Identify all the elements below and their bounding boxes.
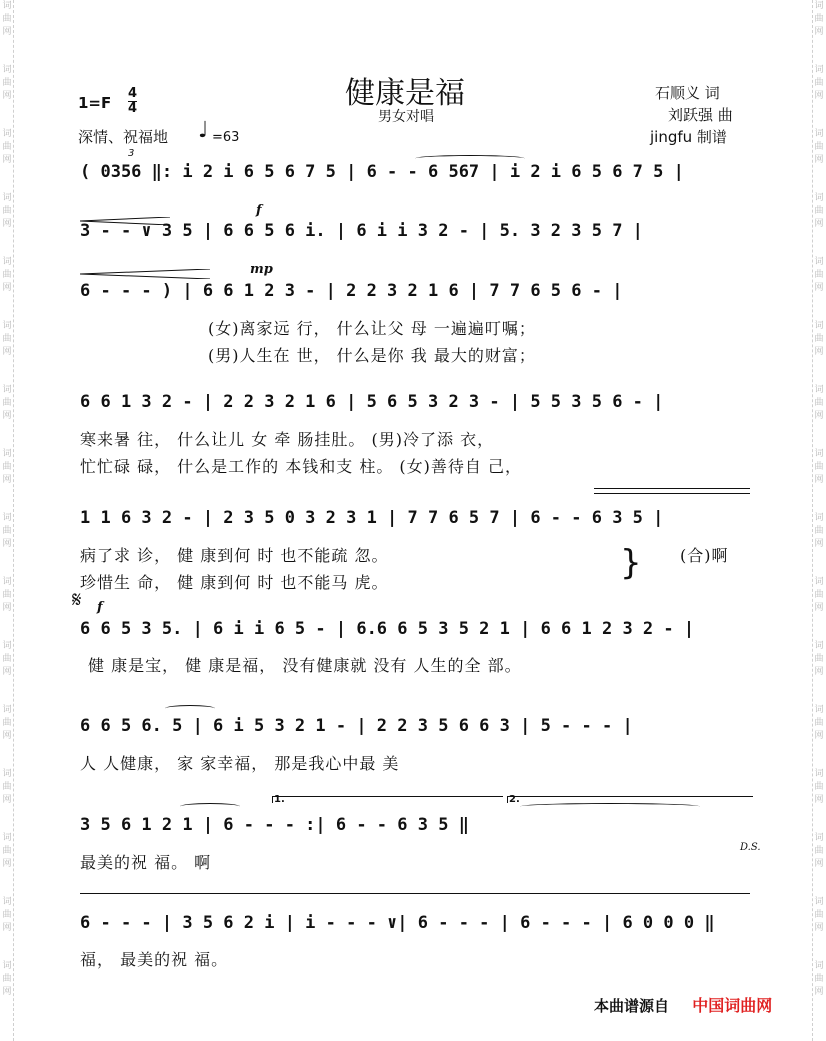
dynamic-forte-2: f bbox=[97, 600, 103, 615]
watermark-char: 网 bbox=[2, 731, 12, 741]
right-watermark-strip bbox=[812, 0, 826, 1041]
staff-row-4: 6 6 1 3 2 - | 2 2 3 2 1 6 | 5 6 5 3 2 3 - | 5 5 3 5 6 - | bbox=[80, 392, 664, 412]
staff-row-3: 6 - - - ) | 6 6 1 2 3 - | 2 2 3 2 1 6 | 7 7 6 5 6 - | bbox=[80, 281, 623, 301]
watermark-char: 词 bbox=[2, 449, 12, 459]
watermark-char: 曲 bbox=[814, 718, 824, 728]
watermark-char: 词 bbox=[814, 961, 824, 971]
watermark-char: 曲 bbox=[814, 782, 824, 792]
composer-credit: 刘跃强 曲 bbox=[668, 106, 733, 124]
time-signature-top: 4 bbox=[128, 86, 138, 101]
footer-brand-link[interactable]: 中国词曲网 bbox=[692, 996, 773, 1015]
staff-row-1: ( 0356 ‖: i 2 i 6 5 6 7 5 | 6 - - 6 567 | i 2 i 6 5 6 7 5 | bbox=[80, 162, 684, 182]
watermark-char: 词 bbox=[814, 833, 824, 843]
volta-label-2: 2. bbox=[509, 794, 520, 805]
watermark-char: 曲 bbox=[2, 142, 12, 152]
volta-bracket-1 bbox=[272, 796, 503, 803]
volta-label-1: 1. bbox=[274, 794, 285, 805]
watermark-char: 网 bbox=[2, 539, 12, 549]
watermark-char: 词 bbox=[2, 257, 12, 267]
left-watermark-strip bbox=[0, 0, 14, 1041]
watermark-char: 网 bbox=[814, 923, 824, 933]
watermark-char: 曲 bbox=[814, 654, 824, 664]
decrescendo-hairpin-2 bbox=[80, 264, 210, 274]
watermark-char: 曲 bbox=[814, 910, 824, 920]
watermark-char: 词 bbox=[814, 1, 824, 11]
lyric-row-4-verse1: 寒来暑 往， 什么让儿 女 牵 肠挂肚。 (男)冷了添 衣， bbox=[80, 430, 495, 449]
watermark-char: 网 bbox=[814, 283, 824, 293]
watermark-char: 词 bbox=[2, 961, 12, 971]
watermark-char: 词 bbox=[2, 769, 12, 779]
engraver-credit: jingfu 制谱 bbox=[650, 128, 727, 146]
tie-arc-3 bbox=[180, 803, 240, 810]
lyric-row-8: 最美的祝 福。 啊 bbox=[80, 853, 212, 872]
watermark-char: 网 bbox=[2, 27, 12, 37]
watermark-char: 曲 bbox=[2, 846, 12, 856]
watermark-char: 词 bbox=[2, 641, 12, 651]
decrescendo-hairpin bbox=[80, 210, 170, 218]
watermark-char: 网 bbox=[814, 667, 824, 677]
dynamic-forte: f bbox=[256, 203, 262, 218]
watermark-char: 网 bbox=[814, 219, 824, 229]
staff-row-9: 6 - - - | 3 5 6 2 i | i - - - ∨| 6 - - - | 6 - - - | 6 0 0 0 ‖ bbox=[80, 913, 715, 933]
quarter-note-icon: ♩ bbox=[198, 118, 209, 143]
key-signature: 1=F bbox=[78, 94, 112, 112]
time-signature bbox=[128, 87, 137, 116]
watermark-char: 曲 bbox=[814, 206, 824, 216]
chorus-label: (合)啊 bbox=[680, 546, 729, 565]
watermark-char: 词 bbox=[2, 577, 12, 587]
watermark-char: 曲 bbox=[814, 846, 824, 856]
watermark-char: 曲 bbox=[2, 398, 12, 408]
watermark-char: 词 bbox=[2, 321, 12, 331]
time-signature-bottom: 4 bbox=[128, 101, 138, 116]
lyric-row-3-verse2: (男)人生在 世， 什么是你 我 最大的财富； bbox=[208, 346, 536, 365]
watermark-char: 网 bbox=[2, 219, 12, 229]
watermark-char: 曲 bbox=[2, 718, 12, 728]
lyric-row-4-verse2: 忙忙碌 碌， 什么是工作的 本钱和支 柱。 (女)善待自 己， bbox=[80, 457, 523, 476]
watermark-char: 词 bbox=[814, 129, 824, 139]
watermark-char: 曲 bbox=[2, 526, 12, 536]
watermark-char: 网 bbox=[814, 731, 824, 741]
watermark-char: 词 bbox=[814, 577, 824, 587]
watermark-char: 网 bbox=[2, 475, 12, 485]
watermark-char: 网 bbox=[814, 859, 824, 869]
fermata-line bbox=[80, 893, 750, 894]
staff-row-2: 3 - - ∨ 3 5 | 6 6 5 6 i. | 6 i i 3 2 - | 5. 3 2 3 5 7 | bbox=[80, 221, 643, 241]
watermark-char: 曲 bbox=[814, 14, 824, 24]
watermark-char: 网 bbox=[814, 603, 824, 613]
watermark-char: 网 bbox=[2, 859, 12, 869]
verse-brace: } bbox=[620, 543, 642, 583]
song-title: 健康是福 bbox=[345, 76, 465, 111]
watermark-char: 词 bbox=[2, 65, 12, 75]
staff-row-5: 1 1 6 3 2 - | 2 3 5 0 3 2 3 1 | 7 7 6 5 7 | 6 - - 6 3 5 | bbox=[80, 508, 664, 528]
watermark-char: 词 bbox=[2, 1, 12, 11]
watermark-char: 网 bbox=[814, 987, 824, 997]
watermark-char: 曲 bbox=[814, 142, 824, 152]
watermark-char: 词 bbox=[814, 385, 824, 395]
crescendo-line bbox=[594, 488, 750, 494]
watermark-char: 曲 bbox=[814, 78, 824, 88]
watermark-char: 曲 bbox=[2, 782, 12, 792]
watermark-char: 词 bbox=[2, 705, 12, 715]
watermark-char: 曲 bbox=[2, 910, 12, 920]
staff-row-8: 3 5 6 1 2 1 | 6 - - - :| 6 - - 6 3 5 ‖ bbox=[80, 815, 469, 835]
watermark-char: 词 bbox=[814, 705, 824, 715]
tie-arc bbox=[415, 155, 525, 162]
dal-segno: D.S. bbox=[740, 842, 761, 853]
lyric-row-7: 人 人健康， 家 家幸福， 那是我心中最 美 bbox=[80, 754, 400, 773]
watermark-char: 网 bbox=[2, 923, 12, 933]
staff-row-6: 6 6 5 3 5. | 6 i i 6 5 - | 6.6 6 5 3 5 2 1 | 6 6 1 2 3 2 - | bbox=[80, 619, 695, 639]
watermark-char: 曲 bbox=[814, 590, 824, 600]
lyricist-credit: 石顺义 词 bbox=[655, 84, 720, 102]
watermark-char: 曲 bbox=[814, 526, 824, 536]
lyric-row-3-verse1: (女)离家远 行， 什么让父 母 一遍遍叮嘱； bbox=[208, 319, 536, 338]
lyric-row-6: 健 康是宝， 健 康是福， 没有健康就 没有 人生的全 部。 bbox=[88, 656, 522, 675]
watermark-char: 词 bbox=[814, 193, 824, 203]
watermark-char: 网 bbox=[814, 539, 824, 549]
watermark-char: 词 bbox=[814, 641, 824, 651]
watermark-char: 网 bbox=[814, 475, 824, 485]
watermark-char: 网 bbox=[2, 987, 12, 997]
watermark-char: 网 bbox=[2, 667, 12, 677]
watermark-char: 网 bbox=[814, 347, 824, 357]
tie-arc-2 bbox=[165, 705, 215, 712]
watermark-char: 曲 bbox=[2, 78, 12, 88]
watermark-char: 网 bbox=[814, 411, 824, 421]
watermark-char: 词 bbox=[2, 833, 12, 843]
watermark-char: 网 bbox=[2, 283, 12, 293]
watermark-char: 曲 bbox=[2, 206, 12, 216]
watermark-char: 词 bbox=[814, 321, 824, 331]
watermark-char: 网 bbox=[814, 91, 824, 101]
watermark-char: 曲 bbox=[814, 974, 824, 984]
watermark-char: 曲 bbox=[814, 334, 824, 344]
tempo-value: =63 bbox=[212, 130, 240, 145]
watermark-char: 曲 bbox=[814, 270, 824, 280]
watermark-char: 曲 bbox=[2, 462, 12, 472]
watermark-char: 网 bbox=[814, 795, 824, 805]
watermark-char: 词 bbox=[2, 513, 12, 523]
segno-sign: 𝄋 bbox=[72, 588, 82, 613]
lyric-row-9: 福， 最美的祝 福。 bbox=[80, 950, 229, 969]
footer-source-label: 本曲谱源自 bbox=[594, 997, 670, 1015]
watermark-char: 词 bbox=[814, 769, 824, 779]
watermark-char: 曲 bbox=[814, 398, 824, 408]
watermark-char: 网 bbox=[814, 155, 824, 165]
watermark-char: 词 bbox=[2, 129, 12, 139]
volta-bracket-2 bbox=[507, 796, 753, 803]
watermark-char: 词 bbox=[2, 897, 12, 907]
triplet-mark: 3 bbox=[128, 148, 135, 159]
watermark-char: 网 bbox=[2, 347, 12, 357]
watermark-char: 词 bbox=[2, 385, 12, 395]
watermark-char: 词 bbox=[814, 65, 824, 75]
tempo-expression: 深情、祝福地 bbox=[78, 128, 169, 146]
watermark-char: 曲 bbox=[2, 974, 12, 984]
lyric-row-5-verse2: 珍惜生 命， 健 康到何 时 也不能马 虎。 bbox=[80, 573, 389, 592]
watermark-char: 网 bbox=[814, 27, 824, 37]
watermark-char: 词 bbox=[814, 257, 824, 267]
lyric-row-5-verse1: 病了求 诊， 健 康到何 时 也不能疏 忽。 bbox=[80, 546, 389, 565]
watermark-char: 词 bbox=[814, 513, 824, 523]
watermark-char: 网 bbox=[2, 155, 12, 165]
watermark-char: 网 bbox=[2, 795, 12, 805]
watermark-char: 曲 bbox=[2, 334, 12, 344]
staff-row-7: 6 6 5 6. 5 | 6 i 5 3 2 1 - | 2 2 3 5 6 6 3 | 5 - - - | bbox=[80, 716, 633, 736]
watermark-char: 曲 bbox=[2, 270, 12, 280]
watermark-char: 网 bbox=[2, 603, 12, 613]
watermark-char: 词 bbox=[2, 193, 12, 203]
song-subtitle: 男女对唱 bbox=[378, 109, 434, 125]
tie-arc-4 bbox=[520, 803, 700, 810]
watermark-char: 网 bbox=[2, 91, 12, 101]
watermark-char: 网 bbox=[2, 411, 12, 421]
watermark-char: 曲 bbox=[2, 654, 12, 664]
dynamic-mezzo-piano: mp bbox=[250, 262, 273, 277]
watermark-char: 词 bbox=[814, 449, 824, 459]
watermark-char: 曲 bbox=[814, 462, 824, 472]
watermark-char: 曲 bbox=[2, 590, 12, 600]
watermark-char: 曲 bbox=[2, 14, 12, 24]
footer-source bbox=[594, 993, 772, 1016]
watermark-char: 词 bbox=[814, 897, 824, 907]
